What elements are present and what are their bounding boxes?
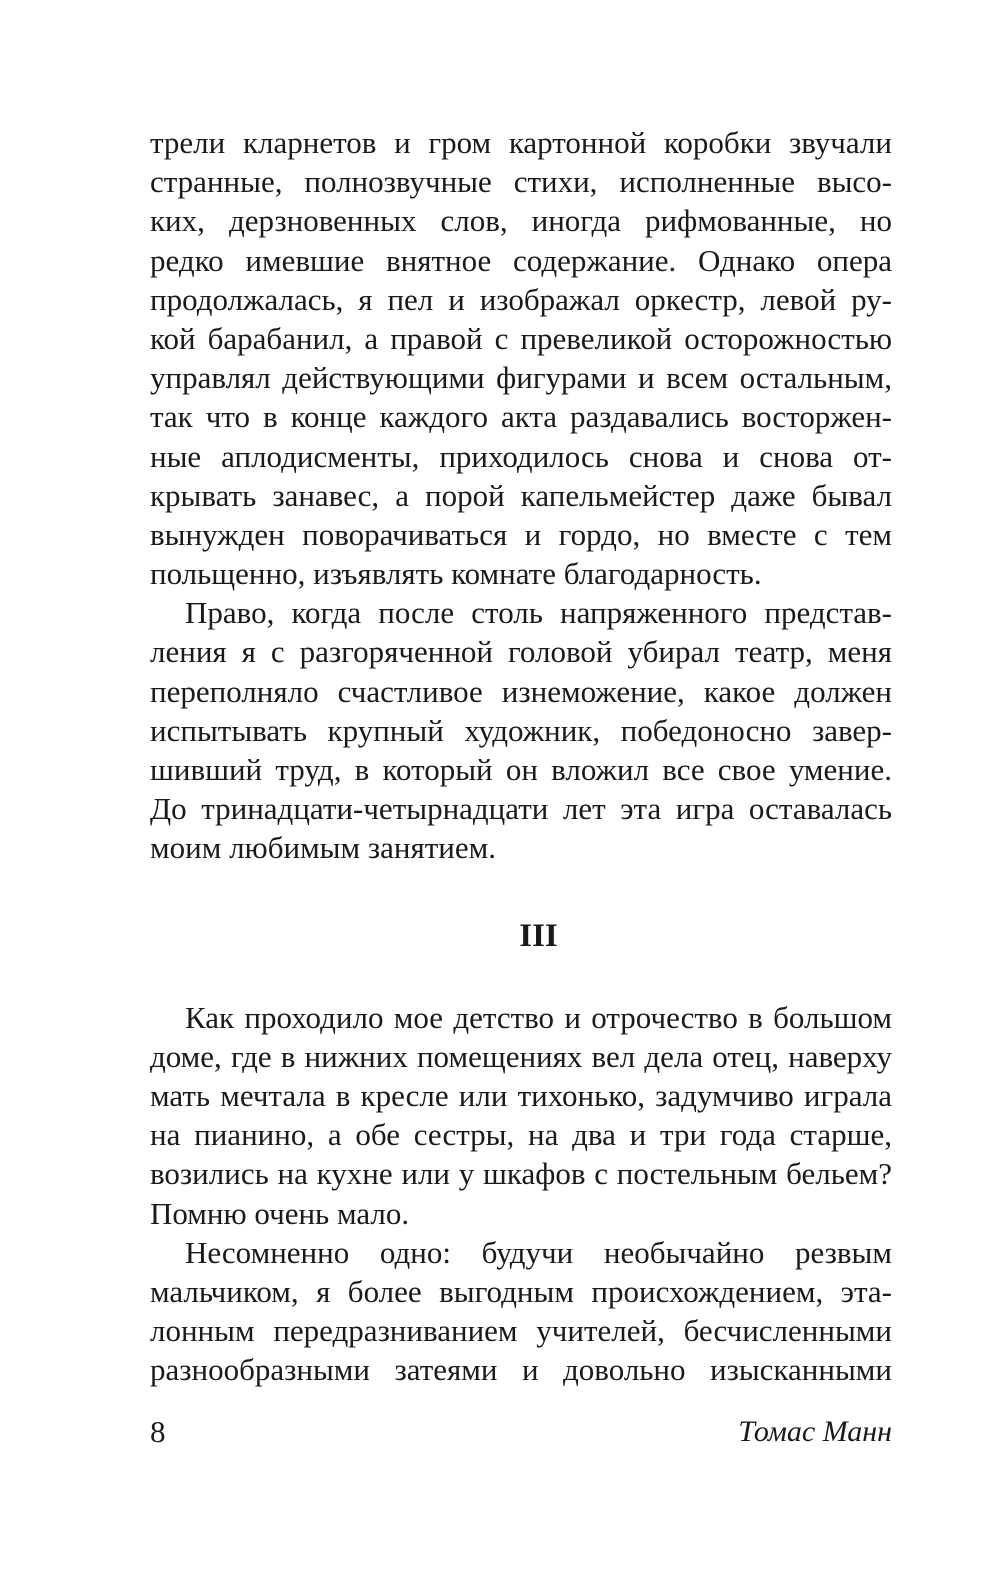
text-line: Несомненно одно: будучи необычайно резвым [185, 1234, 892, 1270]
text-line: управлял действующими фигурами и всем остальным, [150, 360, 892, 396]
text-line: Помню очень мало. [150, 1195, 410, 1231]
text-line: возились на кухне или у шкафов с постельным бельем? [150, 1156, 892, 1192]
paragraph [150, 123, 892, 593]
text-line: на пианино, а обе сестры, на два и три года старше, [150, 1117, 892, 1153]
page-text-block [150, 123, 892, 1389]
text-line: кой барабанил, а правой с превеликой осторожностью [150, 320, 892, 356]
text-line: моим любимым занятием. [150, 830, 496, 866]
paragraph [150, 998, 892, 1233]
text-line: ные аплодисменты, приходилось снова и снова от- [150, 438, 892, 474]
text-line: странные, полнозвучные стихи, исполненные высо- [150, 164, 892, 200]
text-line: доме, где в нижних помещениях вел дела отец, наверху [150, 1038, 892, 1074]
text-line: крывать занавес, а порой капельмейстер даже бывал [150, 477, 892, 513]
page-footer [150, 1410, 892, 1454]
text-line: мальчиком, я более выгодным происхождением, эта- [150, 1273, 892, 1309]
text-line: ких, дерзновенных слов, иногда рифмованные, но [150, 203, 892, 239]
text-line: мать мечтала в кресле или тихонько, задумчиво играла [150, 1077, 892, 1113]
text-line: продолжалась, я пел и изображал оркестр, левой ру- [150, 281, 892, 317]
text-line: Как проходило мое детство и отрочество в большом [185, 999, 892, 1035]
text-line: ления я с разгоряченной головой убирал театр, меня [150, 634, 892, 670]
page-number: 8 [150, 1414, 166, 1449]
text-line: польщенно, изъявлять комнате благодарность. [150, 556, 762, 592]
text-line: лонным передразниванием учителей, бесчисленными [150, 1313, 892, 1349]
text-line: переполняло счастливое изнеможение, какое должен [150, 673, 892, 709]
text-line: так что в конце каждого акта раздавались восторжен- [150, 399, 892, 435]
text-line: вынужден поворачиваться и гордо, но вместе с тем [150, 516, 892, 552]
chapter-heading: III [519, 917, 558, 954]
text-line: Право, когда после столь напряженного представ- [185, 595, 892, 631]
text-line: разнообразными затеями и довольно изысканными [150, 1352, 892, 1388]
text-line: До тринадцати-четырнадцати лет эта игра оставалась [150, 791, 892, 827]
text-line: испытывать крупный художник, победоносно завер- [150, 712, 892, 748]
text-line: редко имевшие внятное содержание. Однако опера [150, 242, 892, 278]
paragraph [150, 1233, 892, 1390]
text-line: шивший труд, в который он вложил все свое умение. [150, 752, 892, 787]
paragraph [150, 593, 892, 867]
running-head-author: Томас Манн [738, 1415, 892, 1448]
text-line: трели кларнетов и гром картонной коробки звучали [150, 125, 892, 160]
